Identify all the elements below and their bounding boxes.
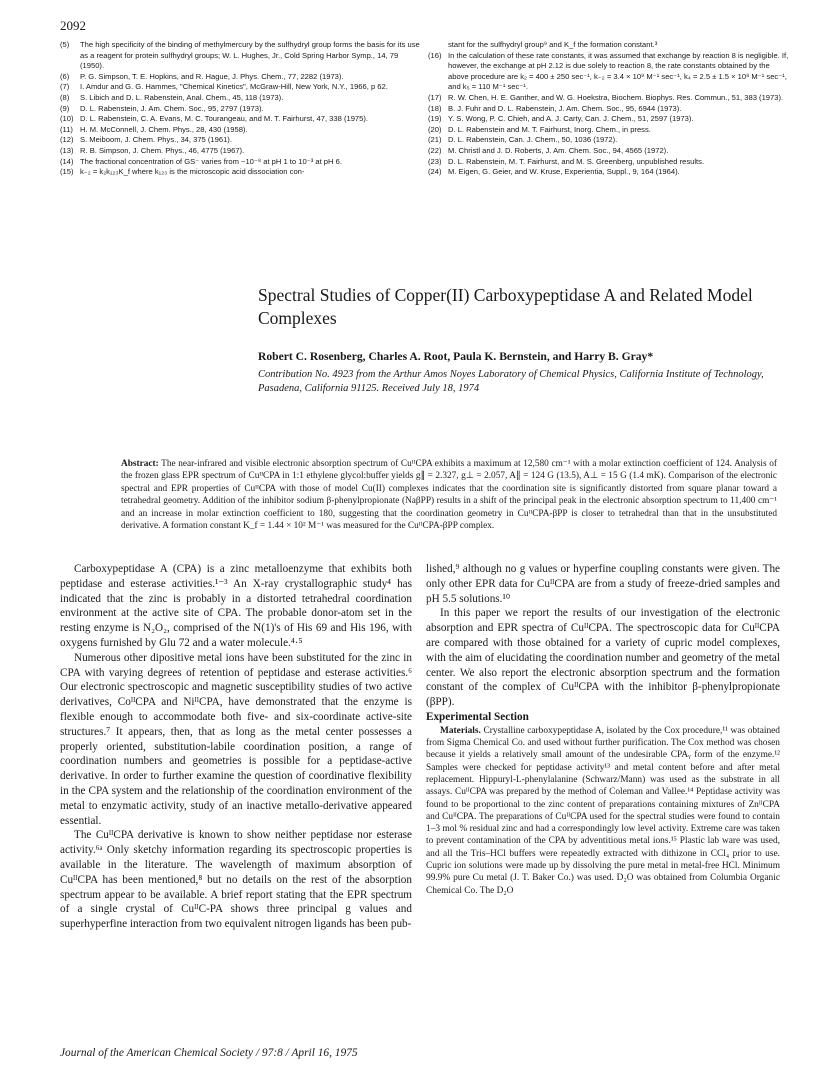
materials-paragraph	[426, 725, 780, 897]
reference-text: stant for the sulfhydryl group⁹ and K_f the formation constant.³	[448, 40, 658, 49]
reference-item	[428, 104, 790, 115]
article-affiliation: Contribution No. 4923 from the Arthur Amos Noyes Laboratory of Chemical Physics, California Institute of Technology, Pasadena, California 91125. Received July 18, 1974	[258, 369, 764, 394]
reference-text: D. L. Rabenstein, Can. J. Chem., 50, 1036 (1972).	[448, 135, 618, 145]
reference-number: (19)	[428, 114, 442, 124]
reference-item	[60, 125, 420, 136]
journal-footer: Journal of the American Chemical Society / 97:8 / April 16, 1975	[60, 1047, 358, 1059]
reference-number: (6)	[60, 71, 70, 81]
references-left	[60, 40, 420, 178]
reference-item	[428, 114, 790, 125]
reference-item	[60, 104, 420, 115]
reference-item	[428, 51, 790, 93]
reference-text: In the calculation of these rate constants, it was assumed that exchange by reaction 8 is negligible. If, however, the exchange at pH 2.12 is due solely to reaction 8, the rate constants obtained by the above procedure are k₂ = 400 ± 250 sec⁻¹, k₋₂ = 3.4 × 10⁹ M⁻¹ sec⁻¹, k₄ = 2.5 ± 1.5 × 10⁸ M⁻¹ sec⁻¹, and k₅ = 110 M⁻¹ sec⁻¹.	[448, 50, 789, 92]
reference-text: P. G. Simpson, T. E. Hopkins, and R. Hague, J. Phys. Chem., 77, 2282 (1973).	[80, 71, 344, 81]
paragraph: lished,⁹ although no g values or hyperfine coupling constants were given. The only other EPR data for CuᴵᴵCPA are from a study of freeze-dried samples and pH 5.5 solutions.¹⁰	[426, 563, 780, 605]
reference-text: D. L. Rabenstein and M. T. Fairhurst, Inorg. Chem., in press.	[448, 124, 651, 134]
reference-text: M. Eigen, G. Geier, and W. Kruse, Experientia, Suppl., 9, 164 (1964).	[448, 167, 680, 177]
reference-number: (24)	[428, 167, 442, 177]
materials-text: Crystalline carboxypeptidase A, isolated by the Cox procedure,¹¹ was obtained from Sigma Chemical Co. and used without further purification. The Cox method was chosen because it yields a relatively small amount of the undesirable CPAᵧ form of the enzyme.¹² Samples were checked for peptidase activity¹³ and metal content before and after metal replacement. Hippuryl-L-phenylalanine (Schwarz/Mann) was used as the substrate in all assays. CuᴵᴵCPA was prepared by the method of Coleman and Vallee.¹⁴ Peptidase activity was found to be proportional to the zinc content of preparations containing mixtures of ZnᴵᴵCPA and CuᴵᴵCPA. The preparations of CuᴵᴵCPA used for the spectral studies were found to contain 1–3 mol % residual zinc and had a correspondingly low level activity. Extreme care was taken to prevent contamination of the CPA by adventitious metal ions.¹⁵ Plastic lab ware was used, and all the Tris–HCl buffers were repeatedly extracted with dithizone in CCl₄ prior to use. Cupric ion solutions were made up by dissolving the pure metal in metal-free HCl. Minimum 99.9% pure Cu metal (J. T. Baker Co.) was used. D₂O was obtained from Columbia Organic Chemical Co. The D₂O	[426, 725, 780, 896]
reference-text: M. Christl and J. D. Roberts, J. Am. Chem. Soc., 94, 4565 (1972).	[448, 145, 669, 155]
reference-text: The fractional concentration of GS⁻ varies from ~10⁻⁸ at pH 1 to 10⁻³ at pH 6.	[80, 156, 342, 166]
reference-text: D. L. Rabenstein, C. A. Evans, M. C. Tourangeau, and M. T. Fairhurst, 47, 338 (1975).	[80, 114, 369, 124]
reference-text: D. L. Rabenstein, M. T. Fairhurst, and M. S. Greenberg, unpublished results.	[448, 156, 705, 166]
reference-text: R. W. Chen, H. E. Ganther, and W. G. Hoekstra, Biochem. Biophys. Res. Commun., 51, 383 (1973).	[448, 92, 784, 102]
reference-number: (8)	[60, 92, 70, 102]
reference-item	[428, 157, 790, 168]
reference-item	[428, 93, 790, 104]
reference-item	[428, 167, 790, 178]
body-column-right	[426, 562, 780, 897]
page-number: 2092	[60, 18, 86, 33]
reference-number: (15)	[60, 167, 74, 177]
reference-item	[60, 40, 420, 72]
reference-number: (20)	[428, 124, 442, 134]
reference-number: (9)	[60, 103, 70, 113]
materials-label: Materials.	[440, 725, 481, 736]
reference-number: (23)	[428, 156, 442, 166]
reference-text: B. J. Fuhr and D. L. Rabenstein, J. Am. Chem. Soc., 95, 6944 (1973).	[448, 103, 682, 113]
reference-number: (13)	[60, 145, 74, 155]
references-right	[428, 40, 790, 178]
body-column-left	[60, 562, 412, 932]
reference-text: S. Meiboom, J. Chem. Phys., 34, 375 (1961).	[80, 135, 232, 145]
reference-item	[60, 146, 420, 157]
reference-number: (11)	[60, 124, 73, 134]
paragraph: Numerous other dipositive metal ions have been substituted for the zinc in CPA with varying degrees of retention of peptidase and esterase activities.⁶ Our electronic spectroscopic and magnetic susceptibility studies of two active derivatives, CoᴵᴵCPA and NiᴵᴵCPA, have demonstrated that the enzyme is flexible enough to accommodate both five- and six-coordinate active-site structures.⁷ It appears, then, that as long as the metal center possesses a properly oriented, substitution-labile coordination position, a range of coordination numbers and geometries is possible for a peptidase-active derivative. In order to further examine the question of coordinative flexibility in the CPA system and the relationship of the coordination environment of the metal to enzymatic activity, study of an inactive metallo-derivative appeared essential.	[60, 651, 412, 827]
reference-item	[60, 82, 420, 93]
reference-item	[428, 125, 790, 136]
reference-number: (21)	[428, 135, 442, 145]
reference-text: I. Amdur and G. G. Hammes, "Chemical Kinetics", McGraw-Hill, New York, N.Y., 1966, p 62.	[80, 82, 388, 92]
reference-text: Y. S. Wong, P. C. Chieh, and A. J. Carty, Can. J. Chem., 51, 2597 (1973).	[448, 114, 694, 124]
reference-text: D. L. Rabenstein, J. Am. Chem. Soc., 95, 2797 (1973).	[80, 103, 264, 113]
reference-number: (10)	[60, 114, 74, 124]
reference-item	[60, 157, 420, 168]
reference-number: (14)	[60, 156, 74, 166]
reference-item	[60, 72, 420, 83]
reference-item	[60, 93, 420, 104]
reference-number: (17)	[428, 92, 442, 102]
reference-number	[428, 40, 448, 51]
paragraph: Carboxypeptidase A (CPA) is a zinc metalloenzyme that exhibits both peptidase and esterase activities.¹⁻³ An X-ray crystallographic study⁴ has indicated that the zinc is probably in a distorted tetrahedral coordination environment at the active site of CPA. The probable donor-atom set in the resting enzyme is N₂O₂, comprised of the N(1)'s of His 69 and His 196, with oxygens furnished by Glu 72 and a water molecule.⁴·⁵	[60, 563, 412, 649]
paragraph: The CuᴵᴵCPA derivative is known to show neither peptidase nor esterase activity.⁶ᵃ Only sketchy information regarding its spectroscopic properties is available in the literature. The wavelength of maximum absorption of CuᴵᴵCPA has been mentioned,⁸ but no details on the rest of the absorption spectrum appear to be available. A brief report stating that the EPR spectrum of a single crystal of CuᴵᴵC-PA shows three principal g values and superhyperfine interaction from two equivalent nitrogen ligands has been pub-	[60, 829, 412, 931]
reference-text: k₋₂ = k₂k₁₂₃K_f where k₁₂₃ is the microscopic acid dissociation con-	[80, 167, 305, 177]
abstract	[121, 458, 777, 532]
section-heading: Experimental Section	[426, 710, 529, 723]
article-title: Spectral Studies of Copper(II) Carboxypeptidase A and Related Model Complexes	[258, 285, 753, 328]
reference-text: The high specificity of the binding of methylmercury by the sulfhydryl group forms the basis for its use as a reagent for protein sulfhydryl groups; W. L. Hughes, Jr., Cold Spring Harbor Symp., 14, 79 (1950).	[80, 40, 420, 71]
abstract-label: Abstract:	[121, 459, 159, 469]
reference-number: (5)	[60, 40, 70, 49]
reference-number: (12)	[60, 135, 74, 145]
article-authors: Robert C. Rosenberg, Charles A. Root, Paula K. Bernstein, and Harry B. Gray*	[258, 350, 654, 363]
reference-text: H. M. McConnell, J. Chem. Phys., 28, 430 (1958).	[80, 124, 248, 134]
reference-item	[60, 167, 420, 178]
reference-item	[428, 146, 790, 157]
paragraph: In this paper we report the results of our investigation of the electronic absorption and EPR spectra of CuᴵᴵCPA. The spectroscopic data for CuᴵᴵCPA are compared with those obtained for a variety of cupric model complexes, with the aim of elucidating the coordination number and geometry of the metal center. We also report the electronic absorption spectrum and the formation constant of the complex of CuᴵᴵCPA with the inhibitor β-phenylpropionate (βPP).	[426, 607, 780, 709]
reference-item	[428, 135, 790, 146]
abstract-text: The near-infrared and visible electronic absorption spectrum of CuᴵᴵCPA exhibits a maximum at 12,580 cm⁻¹ with a molar extinction coefficient of 124. Analysis of the frozen glass EPR spectrum of CuᴵᴵCPA in 1:1 ethylene glycol:buffer yields g∥ = 2.327, g⊥ = 2.057, A∥ = 124 G (13.5), A⊥ = 15 G (1.4 mK). Comparison of the electronic spectral and EPR properties of CuᴵᴵCPA with those of model Cu(II) complexes indicates that the coordination site is significantly distorted from square planar toward a tetrahedral geometry. Addition of the inhibitor sodium β-phenylpropionate (NaβPP) results in a shift of the principal peak in the electronic absorption spectrum to 11,400 cm⁻¹ and an increase in molar extinction coefficient to 180, suggesting that the coordination geometry in CuᴵᴵCPA-βPP is closer to tetrahedral than that in the unsubstituted derivative. A formation constant K_f = 1.44 × 10² M⁻¹ was measured for the CuᴵᴵCPA-βPP complex.	[121, 459, 777, 532]
reference-item	[60, 114, 420, 125]
reference-text: S. Libich and D. L. Rabenstein, Anal. Chem., 45, 118 (1973).	[80, 92, 284, 102]
reference-text: R. B. Simpson, J. Chem. Phys., 46, 4775 (1967).	[80, 145, 245, 155]
reference-number: (7)	[60, 82, 70, 92]
reference-number: (16)	[428, 50, 442, 60]
reference-item	[60, 135, 420, 146]
reference-item	[428, 40, 790, 51]
reference-number: (22)	[428, 145, 442, 155]
reference-number: (18)	[428, 103, 442, 113]
